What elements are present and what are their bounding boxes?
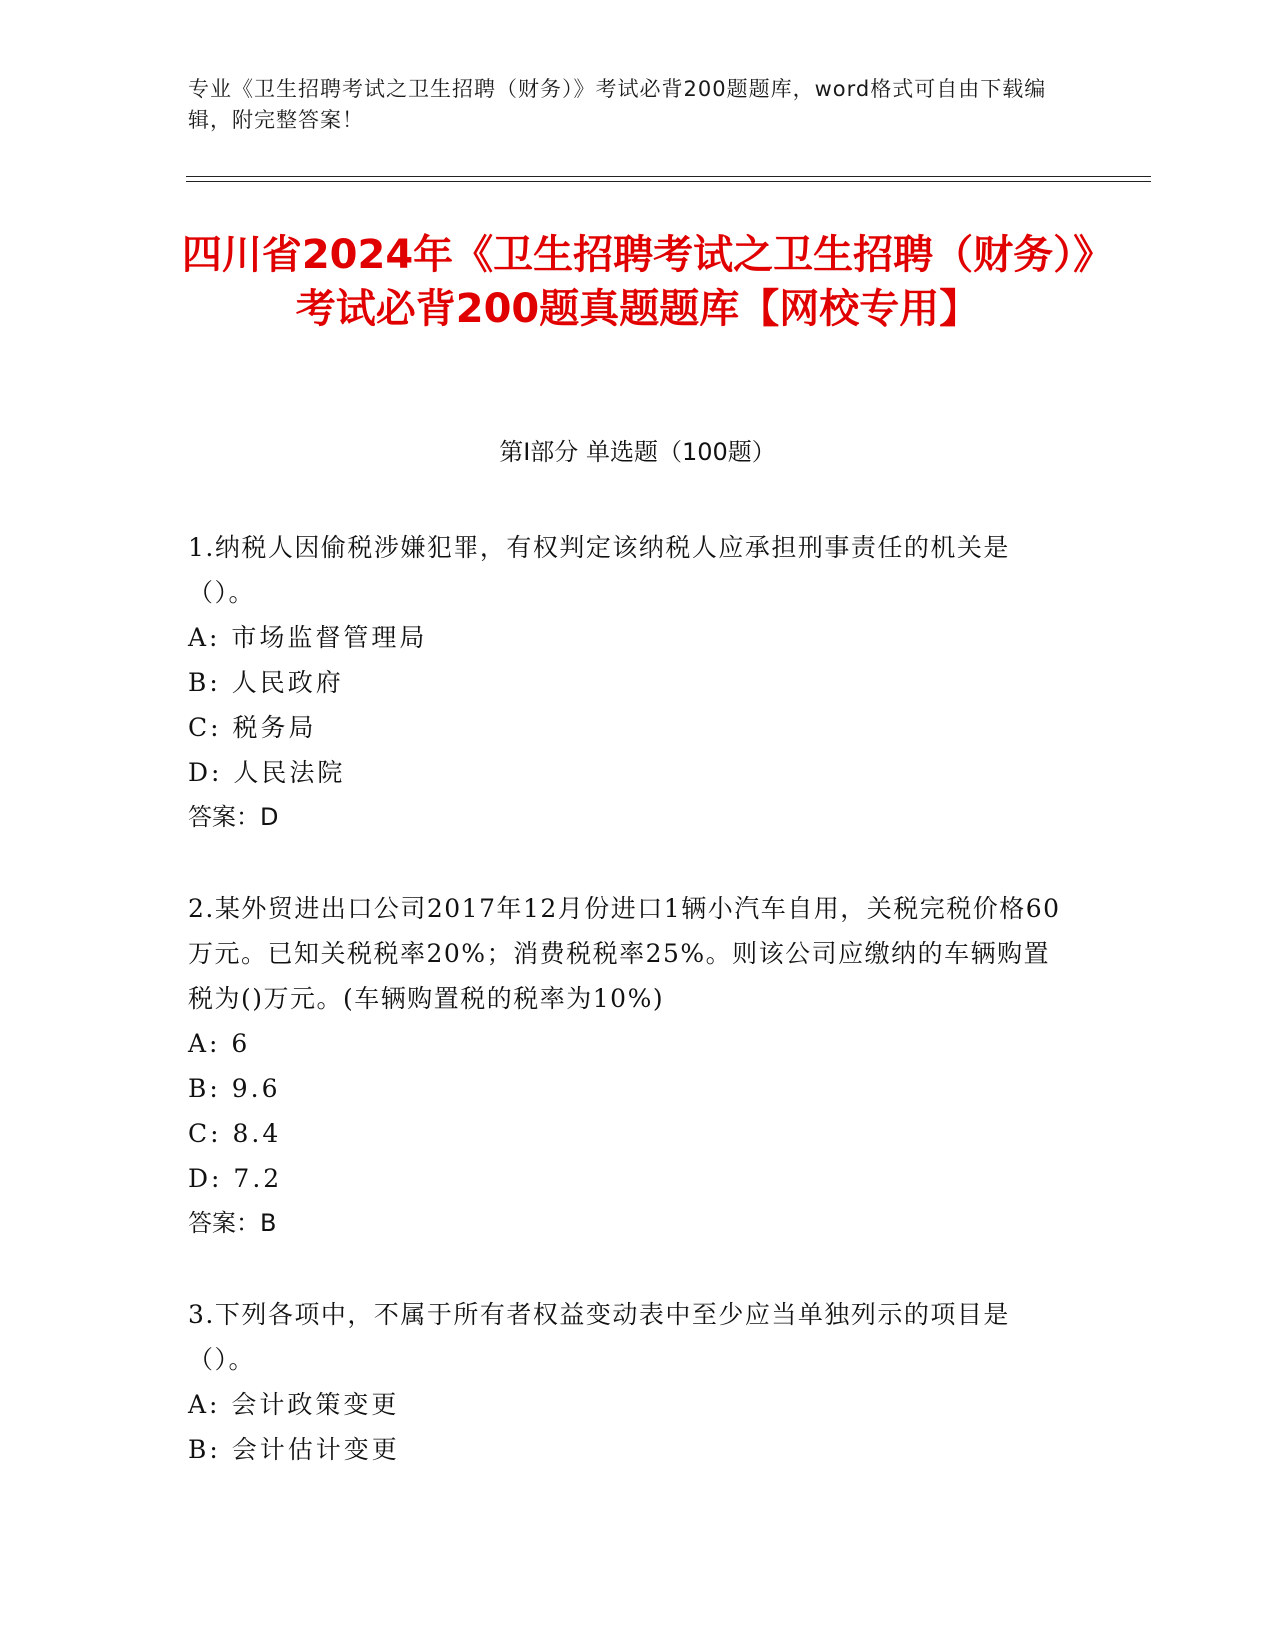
question-option: B: 会计估计变更 [188, 1435, 400, 1464]
question-item [188, 886, 1068, 1246]
question-option: D: 人民法院 [188, 758, 346, 787]
question-answer: 答案：D [188, 803, 279, 831]
intro-text: 专业《卫生招聘考试之卫生招聘（财务）》考试必背200题题库，word格式可自由下载编辑，附完整答案！ [188, 77, 1047, 132]
question-list [188, 525, 1068, 1518]
question-option: D: 7.2 [188, 1164, 283, 1193]
question-stem: 3.下列各项中，不属于所有者权益变动表中至少应当单独列示的项目是（）。 [188, 1300, 1010, 1374]
document-title: 四川省2024年《卫生招聘考试之卫生招聘（财务）》考试必背200题真题题库【网校专用】 [181, 232, 1094, 332]
header-divider-top [186, 176, 1151, 177]
question-stem: 2.某外贸进出口公司2017年12月份进口1辆小汽车自用，关税完税价格60万元。已知关税税率20%；消费税税率25%。则该公司应缴纳的车辆购置税为()万元。(车辆购置税的税率为10%) [188, 894, 1061, 1013]
question-option: C: 8.4 [188, 1119, 282, 1148]
question-option: A: 市场监督管理局 [188, 623, 428, 652]
question-option: A: 6 [188, 1029, 251, 1058]
question-option: C: 税务局 [188, 713, 317, 742]
question-answer: 答案：B [188, 1209, 277, 1237]
question-option: B: 9.6 [188, 1074, 281, 1103]
question-option: B: 人民政府 [188, 668, 344, 697]
question-item [188, 525, 1068, 840]
header-divider-bottom [186, 181, 1151, 182]
question-stem: 1.纳税人因偷税涉嫌犯罪，有权判定该纳税人应承担刑事责任的机关是（）。 [188, 533, 1010, 607]
section-heading: 第Ⅰ部分 单选题（100题） [499, 438, 776, 466]
question-item [188, 1292, 1068, 1472]
question-option: A: 会计政策变更 [188, 1390, 400, 1419]
